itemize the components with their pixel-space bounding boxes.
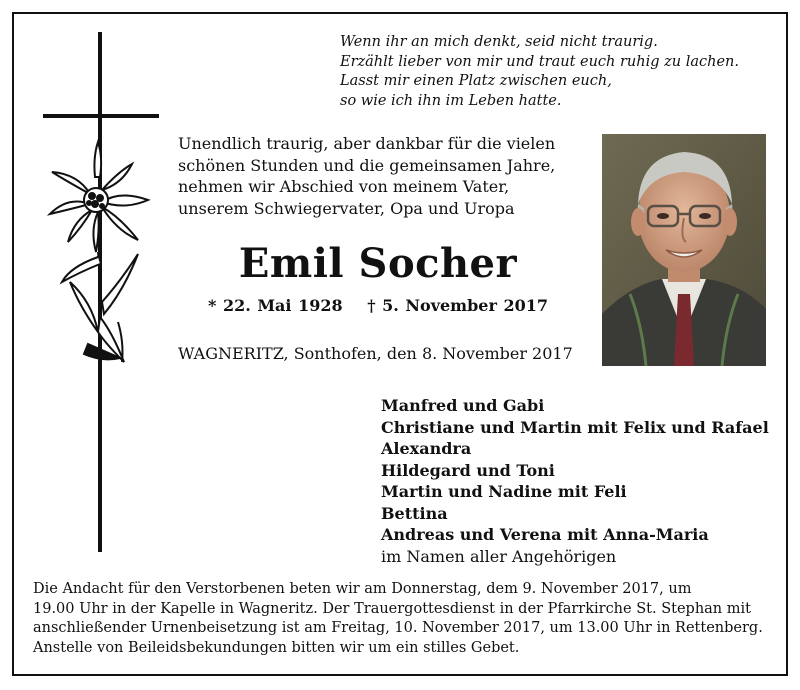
service-info-line: Die Andacht für den Verstorbenen beten wir am Donnerstag, dem 9. November 2017, um	[33, 581, 692, 597]
death-date: † 5. November 2017	[367, 296, 548, 315]
intro-line: nehmen wir Abschied von meinem Vater,	[178, 177, 510, 196]
birth-date: * 22. Mai 1928	[208, 296, 343, 315]
intro-line: Unendlich traurig, aber dankbar für die vielen	[178, 134, 556, 153]
mourner-entry: Christiane und Martin mit Felix und Rafael	[381, 417, 769, 437]
service-info	[33, 580, 767, 658]
mourner-entry: Manfred und Gabi	[381, 396, 545, 415]
poem	[340, 33, 780, 111]
mourners-closing: im Namen aller Angehörigen	[381, 546, 617, 566]
service-info-line: 19.00 Uhr in der Kapelle in Wagneritz. Der Trauergottesdienst in der Pfarrkirche St. Stephan mit	[33, 600, 751, 617]
portrait-photo	[602, 134, 766, 366]
service-info-line: anschließender Urnenbeisetzung ist am Freitag, 10. November 2017, um 13.00 Uhr in Rettenberg.	[33, 620, 763, 636]
intro-text	[178, 133, 578, 219]
mourner-entry: Martin und Nadine mit Feli	[381, 482, 627, 501]
poem-line: Erzählt lieber von mir und traut euch ruhig zu lachen.	[340, 53, 739, 70]
life-dates	[178, 296, 578, 315]
mourner-entry: Hildegard und Toni	[381, 460, 555, 480]
place-date: WAGNERITZ, Sonthofen, den 8. November 2017	[178, 344, 573, 363]
deceased-name: Emil Socher	[238, 240, 518, 287]
intro-line: schönen Stunden und die gemeinsamen Jahre,	[178, 155, 556, 175]
intro-line: unserem Schwiegervater, Opa und Uropa	[178, 198, 515, 218]
mourners-list	[381, 395, 781, 567]
poem-line: Lasst mir einen Platz zwischen euch,	[340, 73, 612, 89]
service-info-line: Anstelle von Beileidsbekundungen bitten wir um ein stilles Gebet.	[33, 639, 520, 656]
cross-icon	[40, 32, 165, 557]
mourner-entry: Bettina	[381, 503, 448, 523]
edelweiss-icon	[50, 142, 148, 362]
mourner-entry: Andreas und Verena mit Anna-Maria	[381, 525, 709, 544]
poem-line: Wenn ihr an mich denkt, seid nicht traurig.	[340, 34, 658, 50]
mourner-entry: Alexandra	[381, 439, 472, 458]
poem-line: so wie ich ihn im Leben hatte.	[340, 92, 562, 109]
